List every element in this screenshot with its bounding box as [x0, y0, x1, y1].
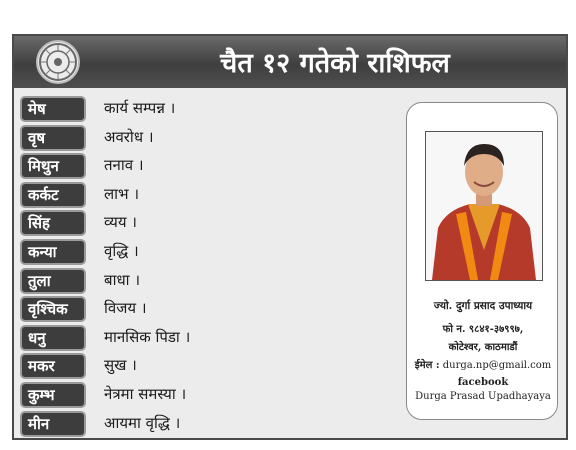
zodiac-wheel-icon: [36, 40, 80, 84]
sign-badge: मीन: [20, 411, 86, 437]
sign-prediction: मानसिक पिडा ।: [104, 327, 191, 346]
sign-badge: धनु: [20, 325, 86, 351]
astrologer-phone: फो न. ९८४१-३७९९७,: [442, 324, 524, 335]
page-title: चैत १२ गतेको राशिफल: [220, 48, 450, 79]
sign-prediction: आयमा वृद्धि ।: [104, 413, 181, 432]
astrologer-address: कोटेश्वर, काठमाडौं: [448, 342, 518, 353]
sign-badge: तुला: [20, 268, 86, 294]
sign-badge: मिथुन: [20, 153, 86, 179]
sign-badge: मेष: [20, 96, 86, 122]
sign-badge: मकर: [20, 353, 86, 379]
header-bar: [14, 36, 566, 88]
sign-prediction: विजय ।: [104, 299, 147, 318]
sign-badge: कन्या: [20, 239, 86, 265]
sign-badge: सिंह: [20, 210, 86, 236]
sign-badge: कर्कट: [20, 182, 86, 208]
sign-prediction: अवरोध ।: [104, 127, 154, 146]
astrologer-email: [407, 357, 559, 371]
sign-prediction: व्यय ।: [104, 213, 137, 232]
horoscope-card: [12, 34, 568, 440]
sign-badge: वृष: [20, 125, 86, 151]
sign-prediction: बाधा ।: [104, 270, 141, 289]
astrologer-card: [406, 102, 558, 420]
astrologer-photo: [425, 131, 543, 281]
sign-prediction: सुख ।: [104, 356, 137, 375]
sign-prediction: लाभ ।: [104, 184, 140, 203]
email-value: durga.np@gmail.com: [442, 360, 552, 371]
sign-prediction: कार्य सम्पन्न ।: [104, 99, 176, 117]
sign-prediction: वृद्धि ।: [104, 242, 139, 260]
horoscope-panel: [14, 88, 566, 438]
facebook-name: Durga Prasad Upadhayaya: [415, 391, 551, 402]
sign-prediction: नेत्रमा समस्या ।: [104, 385, 187, 403]
email-label: ईमेल :: [414, 360, 440, 371]
astrologer-name: ज्यो. दुर्गा प्रसाद उपाध्याय: [433, 300, 533, 312]
sign-prediction: तनाव ।: [104, 156, 144, 175]
facebook-label: facebook: [457, 377, 509, 388]
sign-badge: वृश्चिक: [20, 296, 86, 322]
sign-badge: कुम्भ: [20, 382, 86, 408]
